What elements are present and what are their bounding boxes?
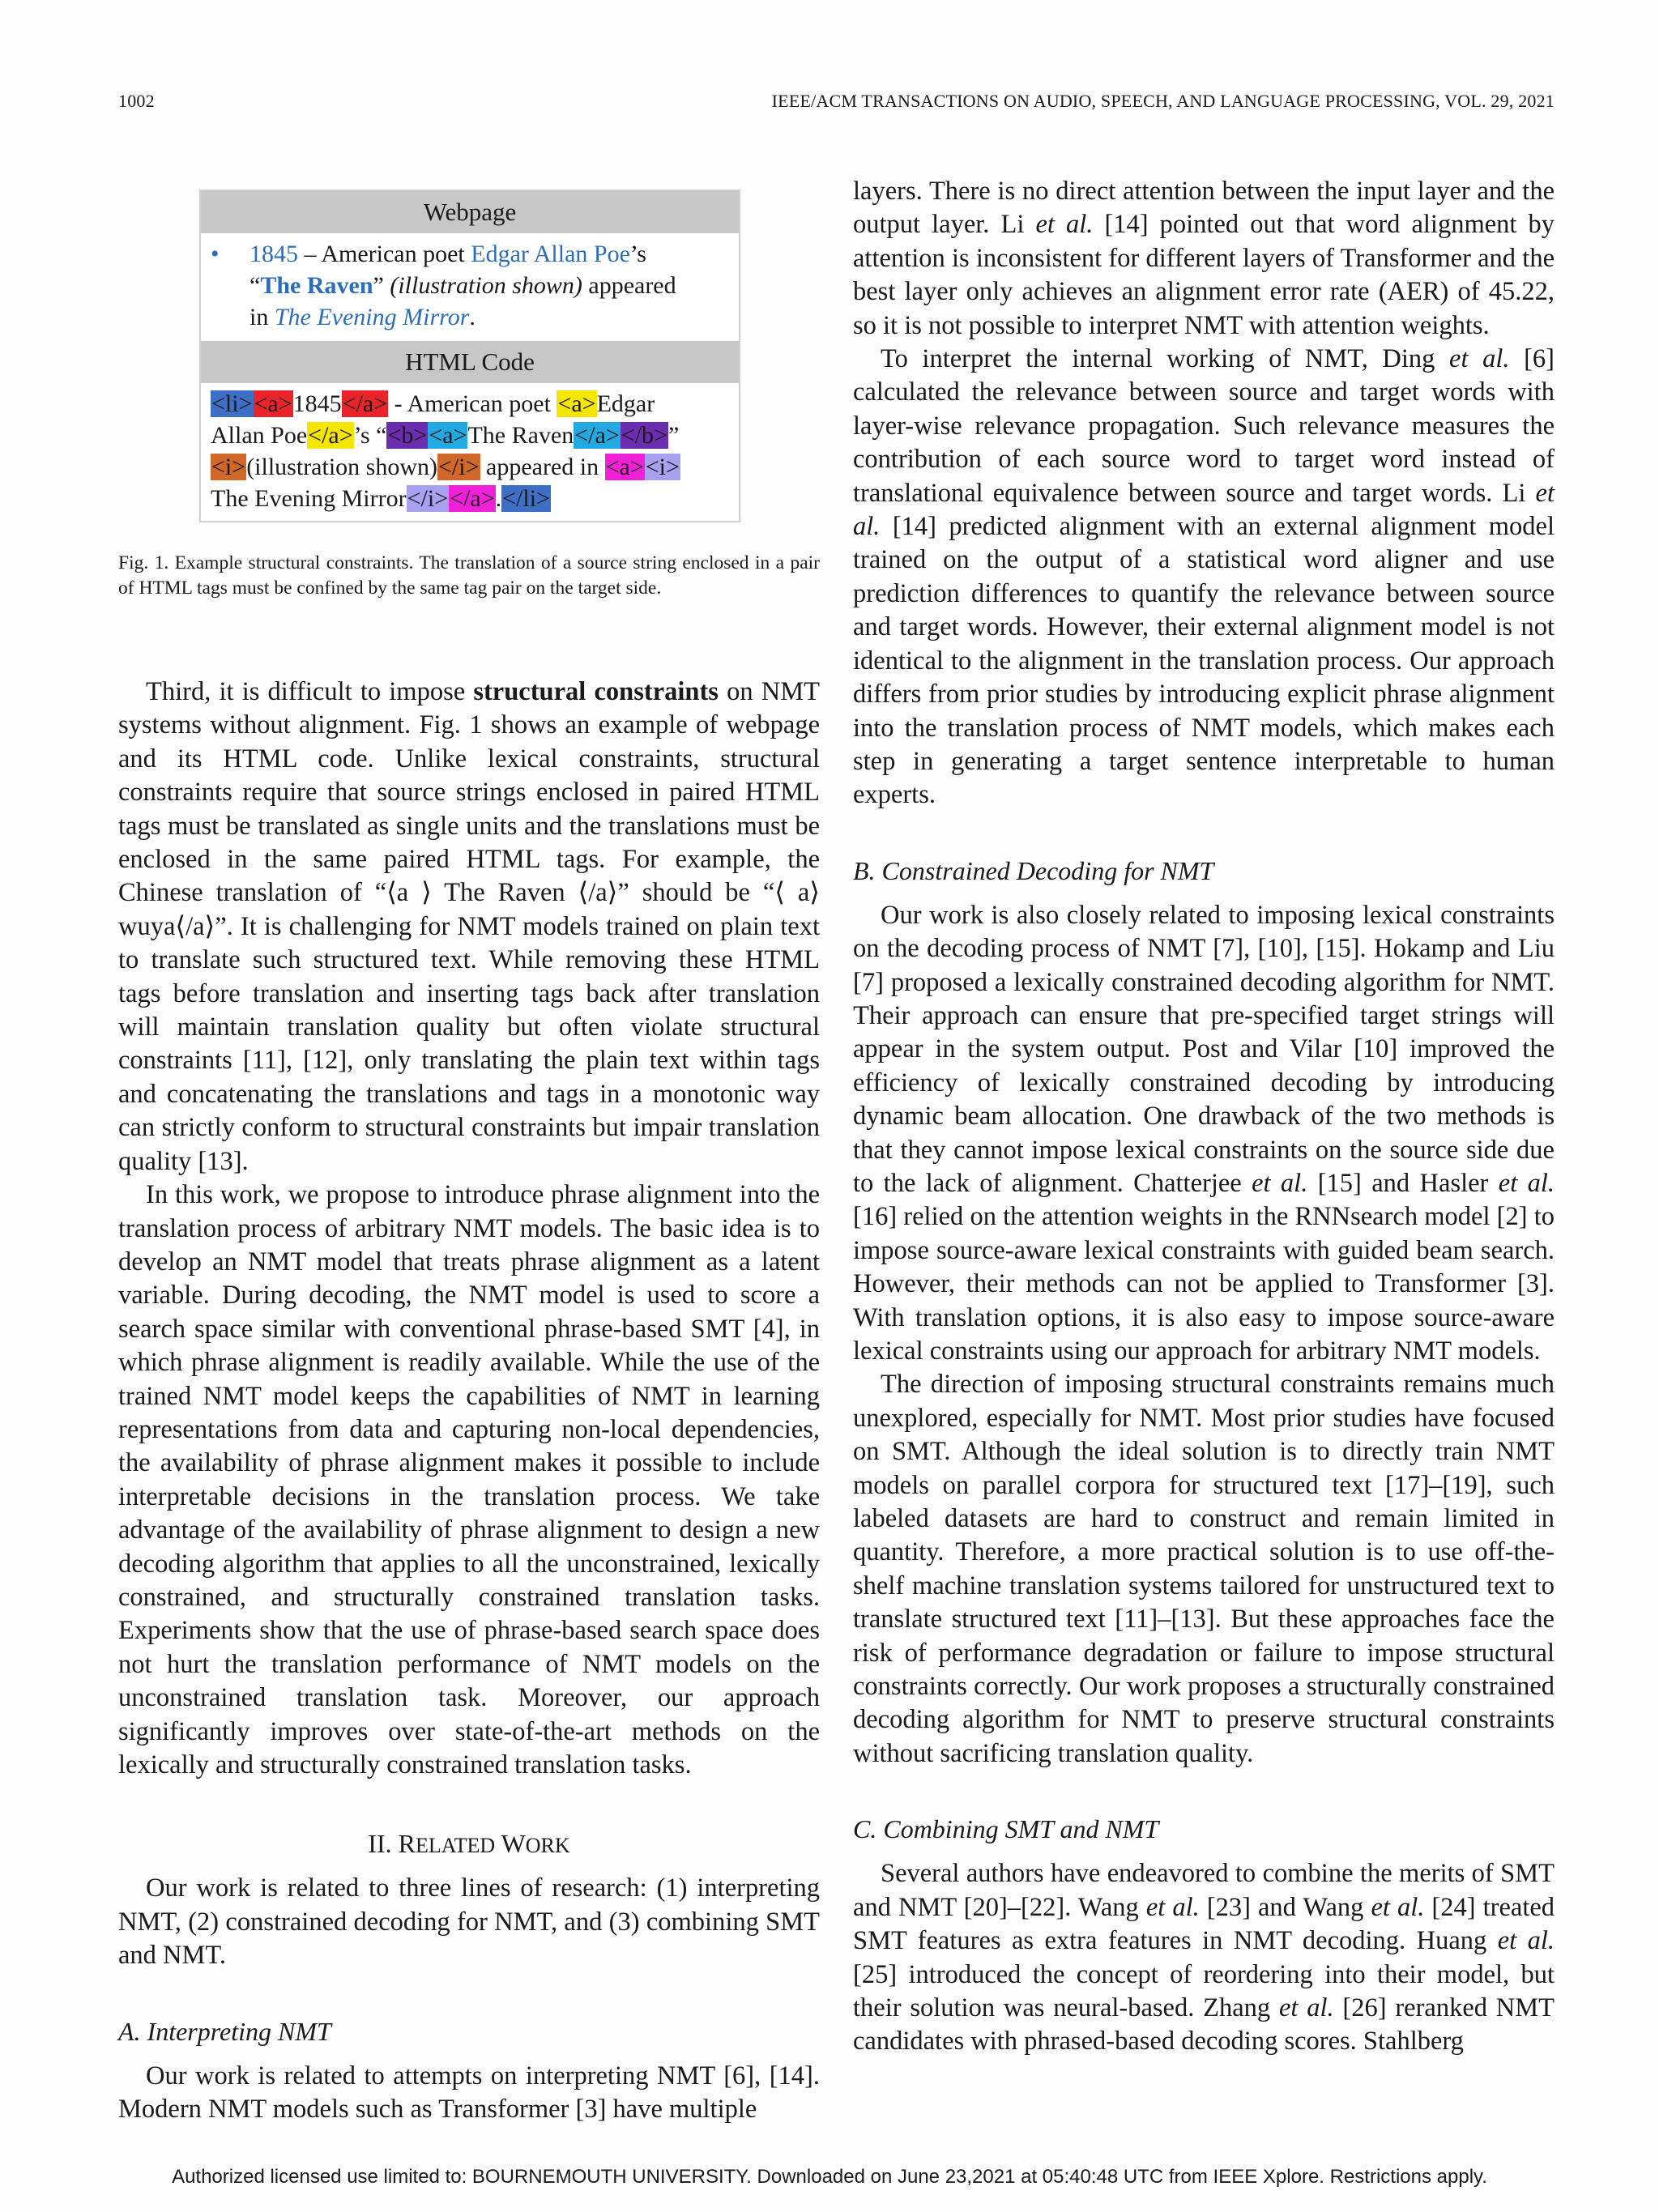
a-open-tag: <a> xyxy=(557,390,596,417)
webpage-text: – American poet xyxy=(298,241,471,267)
left-column xyxy=(118,676,820,2126)
code-text: ’s “ xyxy=(353,422,387,449)
a-open-tag: <a> xyxy=(605,454,644,480)
subsection-heading: A. Interpreting NMT xyxy=(118,2016,331,2046)
i-open-tag: <i> xyxy=(211,454,246,480)
paragraph: Our work is related to attempts on interpreting NMT [6], [14]. Modern NMT models such as Transformer [3] have multiple xyxy=(118,2061,820,2125)
webpage-render xyxy=(201,233,739,341)
text: [14] predicted alignment with an external alignment model trained on the output of a statistical word aligner and use prediction differences to quantify the relevance between source and target words. However, their external alignment model is not identical to the alignment in the translation process. Our approach differs from prior studies by introducing explicit phrase alignment into the translation process of NMT models, which makes each step in generating a target sentence interpretable to human experts. xyxy=(853,512,1555,810)
paragraph: Our work is related to three lines of research: (1) interpreting NMT, (2) constrained decoding for NMT, and (3) combining SMT and NMT. xyxy=(118,1873,820,1971)
et-al: et al. xyxy=(853,478,1555,542)
i-close-tag: </i> xyxy=(407,485,449,512)
paragraph xyxy=(853,175,1555,343)
webpage-text: ” xyxy=(373,272,390,299)
year-link[interactable]: 1845 xyxy=(249,241,298,267)
bold-term: structural constraints xyxy=(473,677,719,706)
raven-link[interactable]: The Raven xyxy=(260,272,373,299)
text: [23] and Wang xyxy=(1199,1892,1371,1922)
webpage-text: in xyxy=(249,304,275,330)
code-text: 1845 xyxy=(292,390,342,417)
webpage-text: “ xyxy=(249,272,261,299)
webpage-title: Webpage xyxy=(201,191,739,233)
text: [24] treated SMT features as extra features in NMT decoding. Huang xyxy=(853,1892,1555,1956)
text: [25] introduced the concept of reordering into their model, but their solution was neural-based. Zhang xyxy=(853,1959,1555,2022)
text: [14] pointed out that word alignment by attention is inconsistent for different layers of Transformer and the best layer only achieves an alignment error rate (AER) of 45.22, so it is not possible to interpret NMT with attention weights. xyxy=(853,210,1555,340)
paragraph xyxy=(853,343,1555,812)
poet-link[interactable]: Edgar Allan Poe xyxy=(471,241,630,267)
et-al: et al. xyxy=(1278,1993,1334,2022)
section-number: II. xyxy=(368,1829,399,1859)
code-text: . xyxy=(495,485,502,512)
code-text: appeared in xyxy=(480,454,605,480)
et-al: et al. xyxy=(1371,1892,1425,1922)
footer-license: Authorized licensed use limited to: BOURNEMOUTH UNIVERSITY. Downloaded on June 23,2021 at 05:40:48 UTC from IEEE Xplore. Restrictions apply. xyxy=(172,2166,1487,2188)
right-column xyxy=(853,175,1555,2059)
webpage-text: . xyxy=(469,304,476,330)
text: layers. There is no direct attention between the input layer and the output layer. Li xyxy=(853,177,1555,240)
code-text: Edgar xyxy=(596,390,655,417)
et-al: et al. xyxy=(1035,210,1094,240)
paragraph xyxy=(853,899,1555,1369)
paragraph: The direction of imposing structural constraints remains much unexplored, especially for NMT. Most prior studies have focused on SMT. Although the ideal solution is to directly train NMT models on parallel corpora for structured text [17]–[19], such labeled datasets are hard to construct and remain limited in quantity. Therefore, a more practical solution is to use off-the-shelf machine translation systems tailored for unstructured text to translate structured text [11]–[13]. But these approaches face the risk of performance degradation or failure to impose structural constraints correctly. Our work proposes a structurally constrained decoding algorithm for NMT to preserve structural constraints without sacrificing translation quality. xyxy=(853,1370,1555,1768)
code-text: (illustration shown) xyxy=(246,454,437,480)
html-code-block xyxy=(201,383,739,521)
code-text: The Raven xyxy=(467,422,574,449)
subsection-heading: C. Combining SMT and NMT xyxy=(853,1814,1159,1844)
running-header: IEEE/ACM TRANSACTIONS ON AUDIO, SPEECH, AND LANGUAGE PROCESSING, VOL. 29, 2021 xyxy=(771,91,1555,111)
figure-1 xyxy=(199,190,740,522)
a-close-tag: </a> xyxy=(342,390,388,417)
paragraph xyxy=(853,1857,1555,2058)
et-al: et al. xyxy=(1498,1168,1555,1198)
subsection-heading: B. Constrained Decoding for NMT xyxy=(853,855,1214,885)
code-text: Allan Poe xyxy=(211,422,308,449)
paragraph xyxy=(118,676,820,1178)
figure-caption: Fig. 1. Example structural constraints. The translation of a source string enclosed in a pair of HTML tags must be confined by the same tag pair on the target side. xyxy=(118,552,820,599)
webpage-text: appeared xyxy=(582,272,676,299)
text: Several authors have endeavored to combine the merits of SMT and NMT [20]–[22]. Wang xyxy=(853,1859,1555,1922)
a-open-tag: <a> xyxy=(429,422,467,449)
text: [26] reranked NMT candidates with phrased-based decoding scores. Stahlberg xyxy=(853,1993,1555,2056)
code-text: ” xyxy=(667,422,680,449)
a-close-tag: </a> xyxy=(574,422,620,449)
heading-text: W xyxy=(495,1829,526,1859)
i-open-tag: <i> xyxy=(645,454,680,480)
et-al: et al. xyxy=(1449,344,1510,374)
code-text: - American poet xyxy=(388,390,557,417)
heading-text: ELATED xyxy=(415,1834,496,1858)
a-open-tag: <a> xyxy=(254,390,292,417)
b-close-tag: </b> xyxy=(621,422,667,449)
text: [15] and Hasler xyxy=(1307,1168,1499,1198)
page-number: 1002 xyxy=(118,91,155,111)
heading-text: R xyxy=(398,1829,416,1859)
text: [16] relied on the attention weights in the RNNsearch model [2] to impose source-aware lexical constraints with guided beam search. However, their methods can not be applied to Transformer [3]. With translation options, it is also easy to impose source-aware lexical constraints using our approach for arbitrary NMT models. xyxy=(853,1202,1555,1366)
heading-text: ORK xyxy=(525,1834,570,1858)
a-close-tag: </a> xyxy=(450,485,495,512)
paragraph: In this work, we propose to introduce phrase alignment into the translation process of arbitrary NMT models. The basic idea is to develop an NMT model that treats phrase alignment as a latent variable. During decoding, the NMT model is used to score a search space similar with conventional phrase-based SMT [4], in which phrase alignment is readily available. While the use of the trained NMT model keeps the capabilities of NMT in learning representations from data and capturing non-local dependencies, the availability of phrase alignment makes it possible to include interpretable decisions in the translation process. We take advantage of the availability of phrase alignment to design a new decoding algorithm that applies to all the unconstrained, lexically constrained, and structurally constrained translation tasks. Experiments show that the use of phrase-based search space does not hurt the translation performance of NMT models on the unconstrained translation task. Moreover, our approach significantly improves over state-of-the-art methods on the lexically and structurally constrained translation tasks. xyxy=(118,1180,820,1779)
li-close-tag: </li> xyxy=(502,485,550,512)
code-text: The Evening Mirror xyxy=(211,485,407,512)
mirror-link[interactable]: The Evening Mirror xyxy=(274,304,470,330)
li-open-tag: <li> xyxy=(211,390,253,417)
webpage-list-item xyxy=(249,238,676,333)
html-code-title: HTML Code xyxy=(201,341,739,383)
text: Our work is also closely related to imposing lexical constraints on the decoding process of NMT [7], [10], [15]. Hokamp and Liu [7] proposed a lexically constrained decoding algorithm for NMT. Their approach can ensure that pre-specified target strings will appear in the system output. Post and Vilar [10] improved the efficiency of lexically constrained decoding by introducing dynamic beam allocation. One drawback of the two methods is that they cannot impose lexical constraints on the source side due to the lack of alignment. Chatterjee xyxy=(853,900,1555,1198)
text: [6] calculated the relevance between source and target words with layer-wise relevance propagation. Such relevance measures the contribution of each source word to target word instead of translational equivalence between source and target words. Li xyxy=(853,344,1555,508)
bullet-icon: • xyxy=(211,241,220,267)
section-heading xyxy=(118,1829,820,1859)
i-close-tag: </i> xyxy=(438,454,480,480)
text: Third, it is difficult to impose xyxy=(146,677,474,706)
text: To interpret the internal working of NMT, Ding xyxy=(881,344,1450,374)
webpage-text: ’s xyxy=(629,241,646,267)
b-open-tag: <b> xyxy=(387,422,428,449)
illustration-text: (illustration shown) xyxy=(390,272,582,299)
a-close-tag: </a> xyxy=(308,422,353,449)
text: on NMT systems without alignment. Fig. 1 shows an example of webpage and its HTML code. Unlike lexical constraints, structural constraints require that source strings enclosed in paired HTML tags must be translated as single units and the translations must be enclosed in the same paired HTML tags. For example, the Chinese translation of “⟨a ⟩ The Raven ⟨/a⟩” should be “⟨ a⟩wuya⟨/a⟩”. It is challenging for NMT models trained on plain text to translate such structured text. While removing these HTML tags before translation and inserting tags back after translation will maintain translation quality but often violate structural constraints [11], [12], only translating the plain text within tags and concatenating the translations and tags in a monotonic way can strictly conform to structural constraints but impair translation quality [13]. xyxy=(118,677,820,1176)
et-al: et al. xyxy=(1497,1926,1555,1956)
et-al: et al. xyxy=(1145,1892,1200,1922)
et-al: et al. xyxy=(1252,1168,1308,1198)
